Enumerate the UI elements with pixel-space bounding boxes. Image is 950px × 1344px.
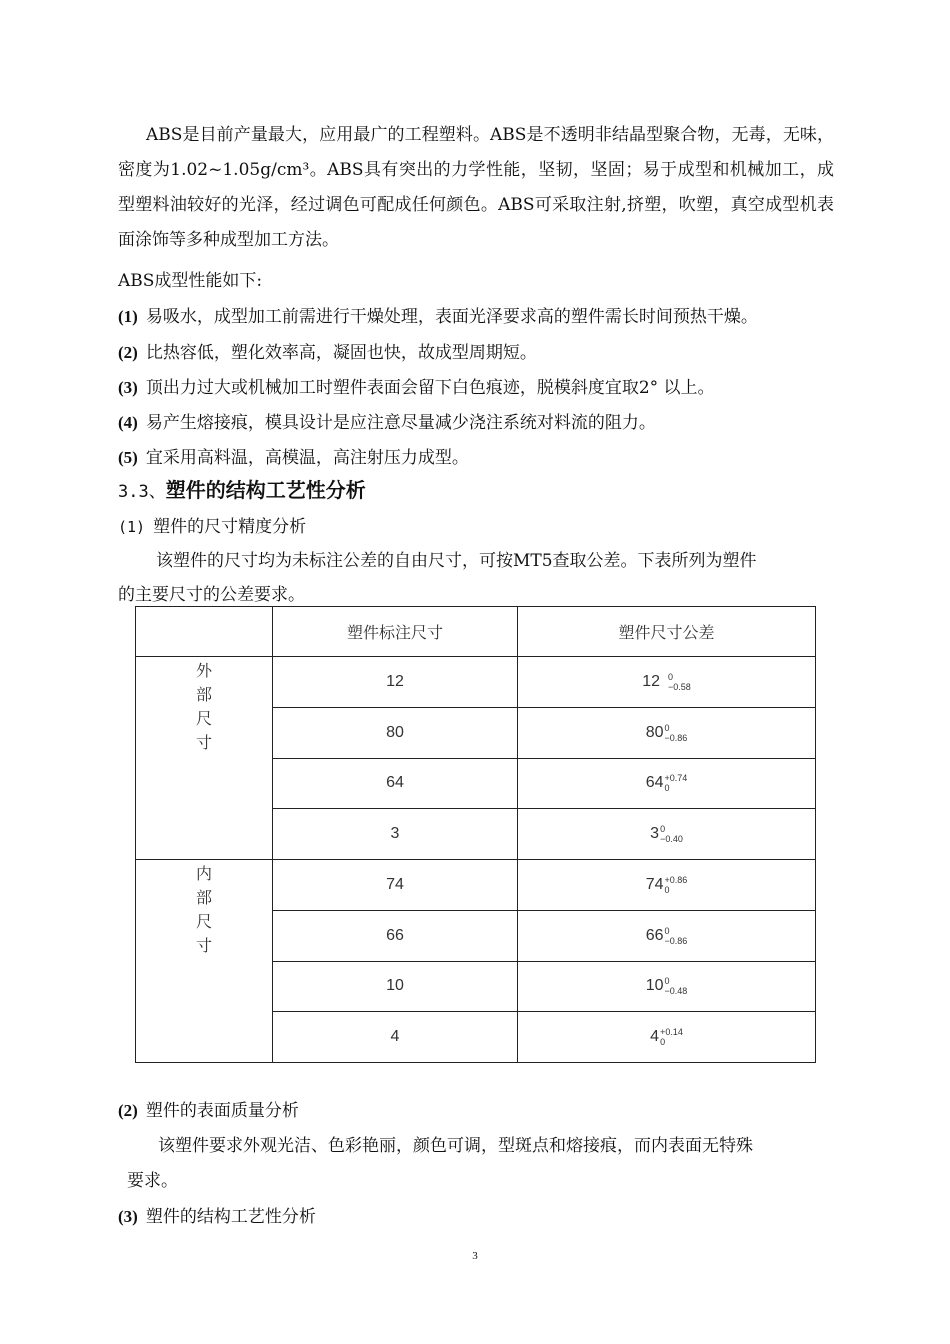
property-item: (3) 顶出力过大或机械加工时塑件表面会留下白色痕迹，脱模斜度宜取2° 以上。 [118,378,715,398]
tolerance-cell: 3 0 −0.40 [518,809,816,860]
property-item: (5) 宜采用高料温，高模温，高注射压力成型。 [118,448,469,468]
abs-properties-heading: ABS成型性能如下: [118,271,263,291]
surface-paragraph-line2: 要求。 [127,1171,178,1191]
nominal-size-cell: 64 [273,758,518,809]
subsection-heading-1: (1) 塑件的尺寸精度分析 [118,517,307,537]
nominal-size-cell: 12 [273,657,518,708]
subsection-heading-2: (2) 塑件的表面质量分析 [118,1101,299,1121]
nominal-size-cell: 10 [273,961,518,1012]
subsection-heading-3: (3) 塑件的结构工艺性分析 [118,1207,316,1227]
section-heading: 3.3、塑件的结构工艺性分析 [118,478,366,502]
page-number: 3 [472,1250,478,1262]
property-item: (4) 易产生熔接痕，模具设计是应注意尽量减少浇注系统对料流的阻力。 [118,413,656,433]
property-item: (2) 比热容低，塑化效率高，凝固也快，故成型周期短。 [118,343,537,363]
table-header-cell [136,607,273,657]
dimension-paragraph-line2: 的主要尺寸的公差要求。 [118,585,305,605]
table-row [136,657,816,708]
nominal-size-cell: 3 [273,809,518,860]
table-header-row [136,607,816,657]
tolerance-cell: 66 0 −0.86 [518,910,816,961]
nominal-size-cell: 66 [273,910,518,961]
intro-paragraph: ABS是目前产量最大，应用最广的工程塑料。ABS是不透明非结晶型聚合物，无毒，无味，密度为1.02~1.05g/cm³。ABS具有突出的力学性能，坚韧，坚固；易于成型和机械加工，成型塑料油较好的光泽，经过调色可配成任何颜色。ABS可采取注射,挤塑，吹塑，真空成型机表面涂饰等多种成型加工方法。 [118,125,834,250]
tolerance-cell: 10 0 −0.48 [518,961,816,1012]
table-header-cell: 塑件标注尺寸 [273,607,518,657]
dimension-paragraph-line1: 该塑件的尺寸均为未标注公差的自由尺寸，可按MT5查取公差。下表所列为塑件 [156,551,757,571]
tolerance-cell: 12 0 −0.58 [518,657,816,708]
nominal-size-cell: 80 [273,707,518,758]
table-header-cell: 塑件尺寸公差 [518,607,816,657]
tolerance-cell: 4 +0.14 0 [518,1012,816,1063]
tolerance-table [135,606,816,1063]
tolerance-cell: 80 0 −0.86 [518,707,816,758]
group-label-internal: 内部尺寸 [136,860,273,1063]
property-item: (1) 易吸水，成型加工前需进行干燥处理，表面光泽要求高的塑件需长时间预热干燥。 [118,307,758,327]
nominal-size-cell: 74 [273,860,518,911]
surface-paragraph-line1: 该塑件要求外观光洁、色彩艳丽，颜色可调，型斑点和熔接痕，而内表面无特殊 [158,1136,753,1156]
tolerance-cell: 74 +0.86 0 [518,860,816,911]
group-label-external: 外部尺寸 [136,657,273,860]
nominal-size-cell: 4 [273,1012,518,1063]
table-row [136,860,816,911]
tolerance-cell: 64 +0.74 0 [518,758,816,809]
